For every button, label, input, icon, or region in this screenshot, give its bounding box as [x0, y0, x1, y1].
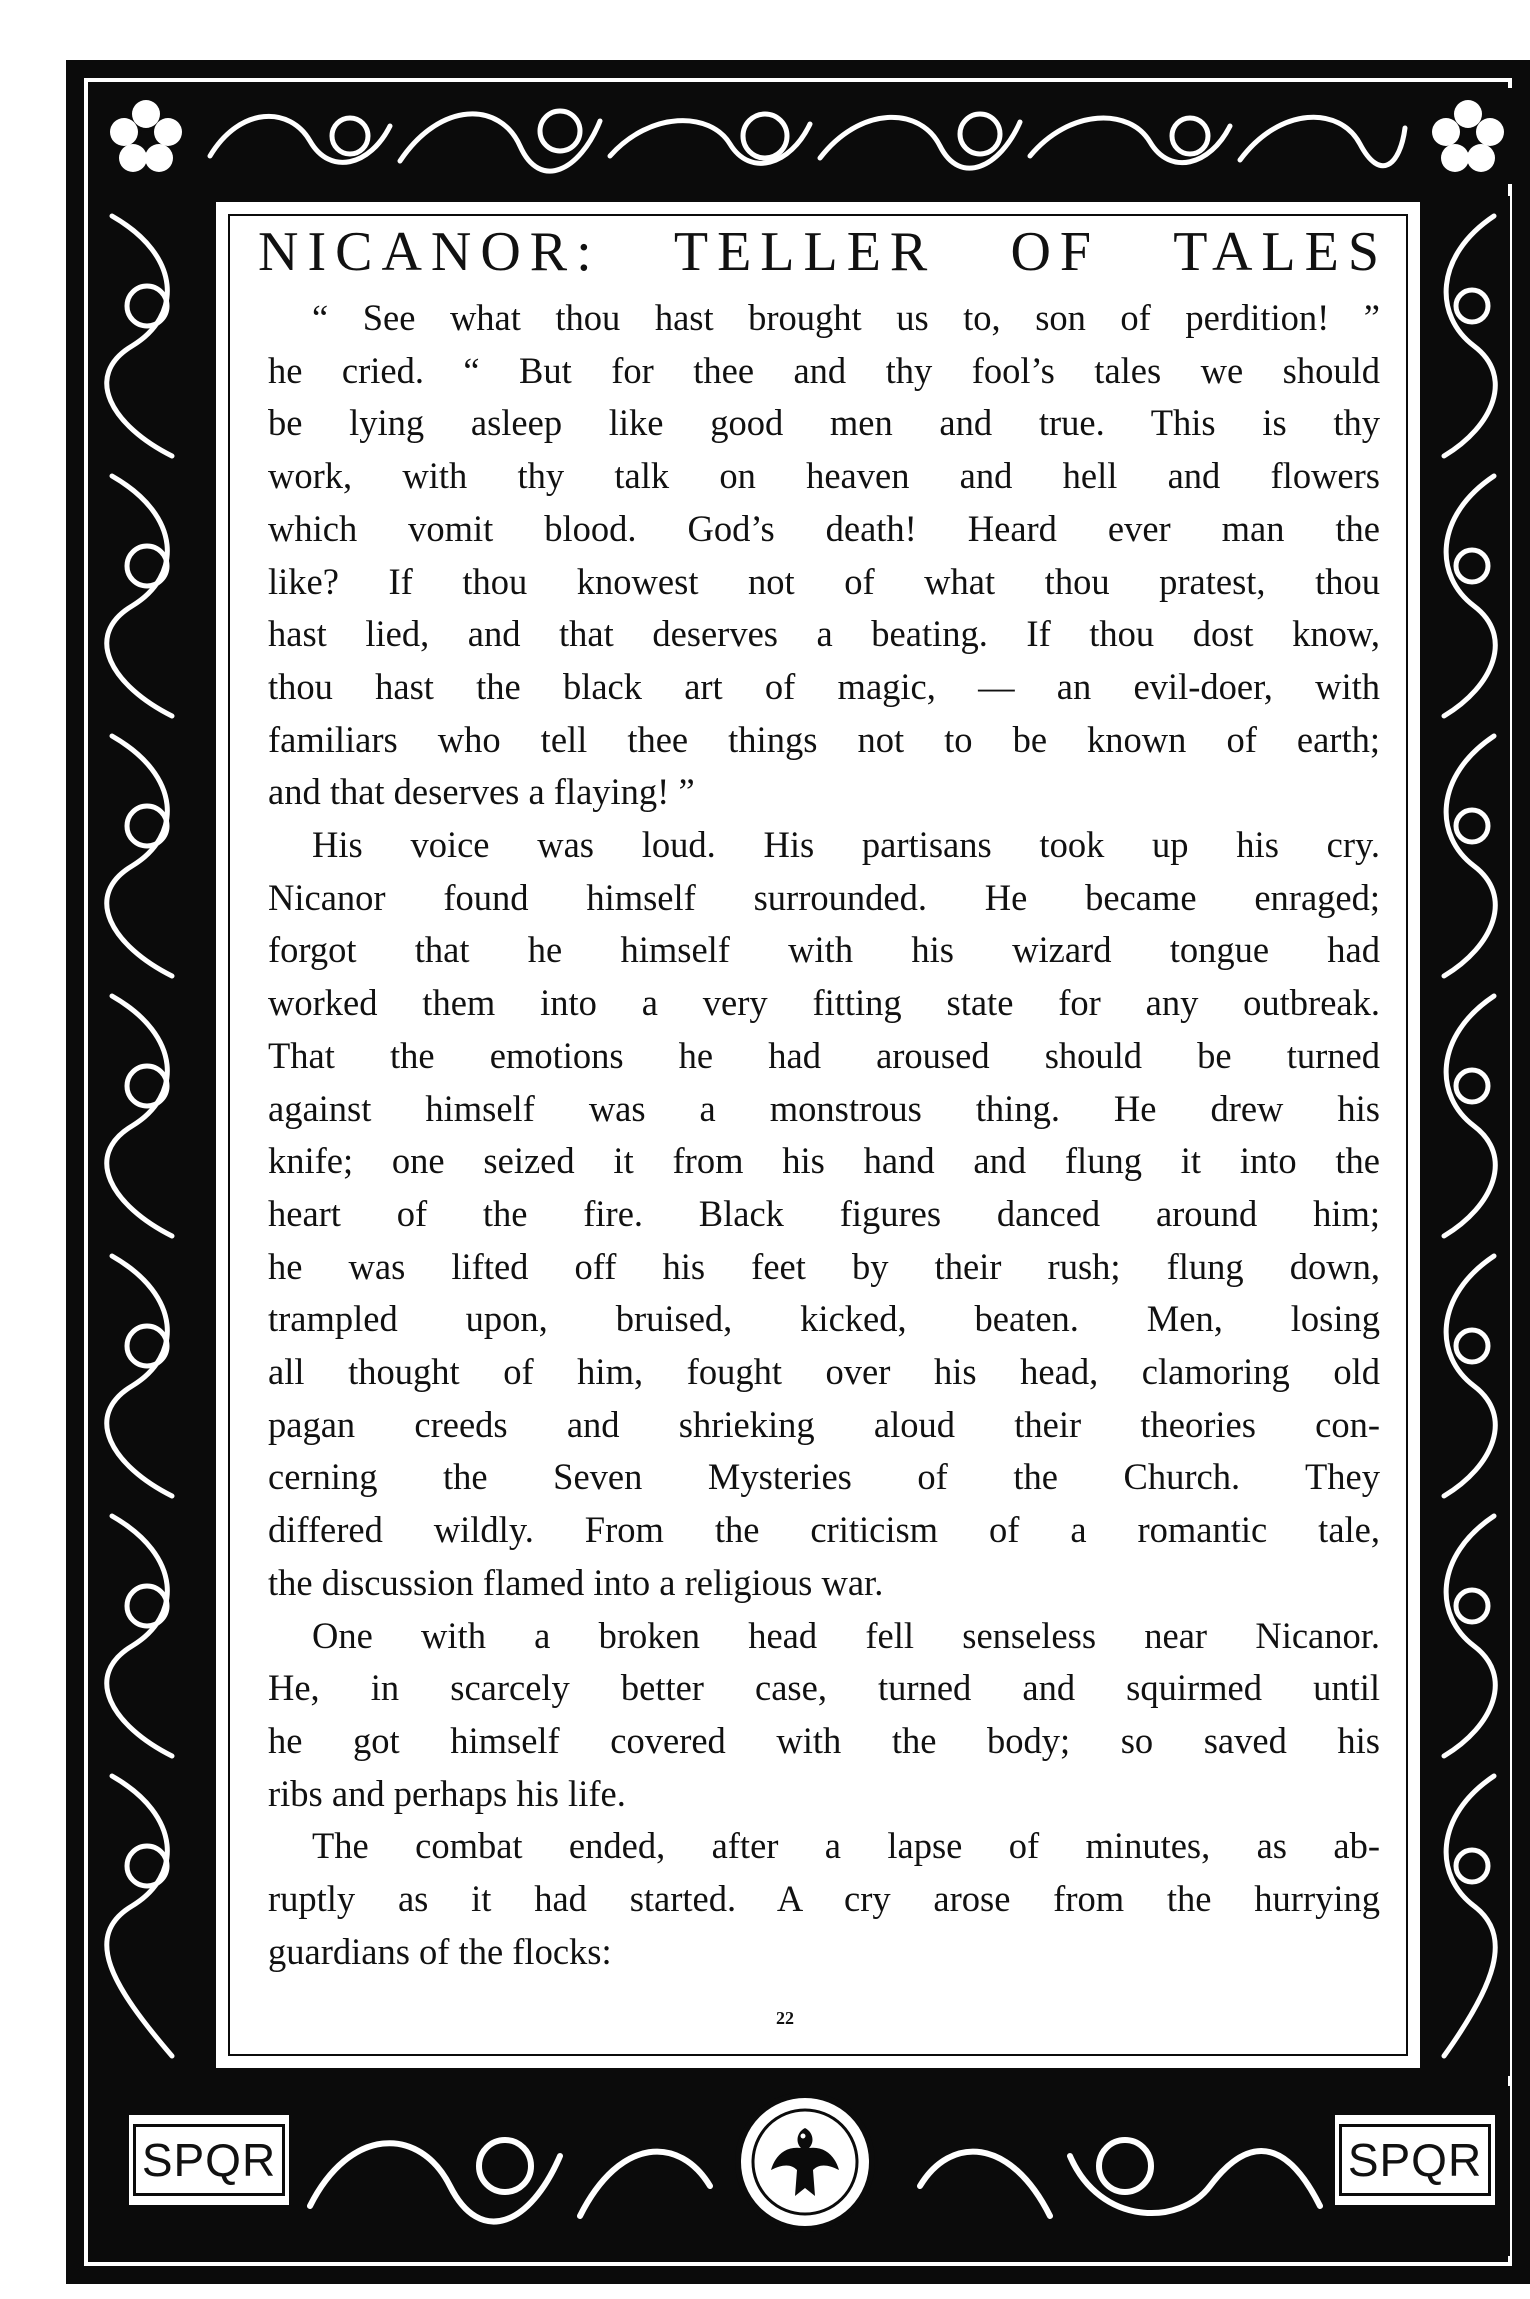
left-ornament-band: [92, 196, 198, 2076]
spqr-plaque-right: [1330, 2110, 1500, 2210]
page-title: NICANOR: TELLER OF TALES: [258, 221, 1388, 283]
spqr-plaque-text: SPQR: [1339, 2124, 1491, 2196]
text-line: One with a broken head fell senseless near Nicanor.: [312, 1614, 1380, 1656]
text-line: differed wildly. From the criticism of a romantic tale,: [268, 1509, 1380, 1551]
flower-icon: [98, 88, 194, 184]
text-line: trampled upon, bruised, kicked, beaten. Men, losing: [268, 1298, 1380, 1340]
spqr-plaque-text: SPQR: [133, 2124, 285, 2196]
text-line: That the emotions he had aroused should be turned: [268, 1034, 1380, 1076]
text-line: like? If thou knowest not of what thou pratest, thou: [268, 560, 1380, 602]
text-line: he cried. “ But for thee and thy fool’s tales we should: [268, 349, 1380, 391]
text-line: the discussion flamed into a religious war.: [268, 1561, 884, 1603]
scroll-ornament-icon: [200, 86, 1408, 186]
body-text: [268, 292, 1380, 1979]
spqr-plaque-left: [124, 2110, 294, 2210]
text-line: Nicanor found himself surrounded. He became enraged;: [268, 876, 1380, 918]
text-line: ruptly as it had started. A cry arose from the hurrying: [268, 1878, 1380, 1920]
right-ornament-band: [1434, 196, 1510, 2076]
text-line: guardians of the flocks:: [268, 1930, 612, 1972]
text-line: worked them into a very fitting state for any outbreak.: [268, 982, 1380, 1024]
text-line: he got himself covered with the body; so saved his: [268, 1719, 1380, 1761]
text-line: thou hast the black art of magic, — an evil-doer, with: [268, 665, 1380, 707]
text-line: heart of the fire. Black figures danced around him;: [268, 1192, 1380, 1234]
paragraph-2: [268, 819, 1380, 1610]
paragraph-1: [268, 292, 1380, 819]
scroll-ornament-icon: [1434, 196, 1510, 2076]
text-line: hast lied, and that deserves a beating. If thou dost know,: [268, 613, 1380, 655]
flower-icon: [1420, 88, 1516, 184]
text-line: He, in scarcely better case, turned and squirmed until: [268, 1667, 1380, 1709]
text-line: “ See what thou hast brought us to, son of perdition! ”: [312, 297, 1380, 338]
text-line: The combat ended, after a lapse of minutes, as ab-: [312, 1825, 1380, 1867]
text-line: against himself was a monstrous thing. He drew his: [268, 1087, 1380, 1129]
text-line: all thought of him, fought over his head, clamoring old: [268, 1351, 1380, 1393]
top-ornament-band: [200, 86, 1408, 186]
paragraph-4: [268, 1820, 1380, 1978]
text-line: cerning the Seven Mysteries of the Church. They: [268, 1456, 1380, 1498]
text-line: which vomit blood. God’s death! Heard ever man the: [268, 507, 1380, 549]
scroll-ornament-icon: [92, 196, 198, 2076]
text-line: familiars who tell thee things not to be known of earth;: [268, 718, 1380, 760]
text-line: ribs and perhaps his life.: [268, 1772, 626, 1814]
text-line: he was lifted off his feet by their rush; flung down,: [268, 1245, 1380, 1287]
text-line: forgot that he himself with his wizard tongue had: [268, 929, 1380, 971]
text-line: His voice was loud. His partisans took up his cry.: [312, 824, 1380, 866]
text-line: and that deserves a flaying! ”: [268, 771, 695, 813]
text-line: be lying asleep like good men and true. This is thy: [268, 402, 1380, 444]
text-panel: [210, 196, 1426, 2074]
eagle-icon: [741, 2098, 869, 2226]
text-line: pagan creeds and shrieking aloud their theories con-: [268, 1403, 1380, 1445]
page-number: 22: [776, 2008, 794, 2028]
text-line: work, with thy talk on heaven and hell and flowers: [268, 455, 1380, 497]
text-line: knife; one seized it from his hand and flung it into the: [268, 1140, 1380, 1182]
paragraph-3: [268, 1610, 1380, 1821]
eagle-medallion: [735, 2092, 875, 2232]
